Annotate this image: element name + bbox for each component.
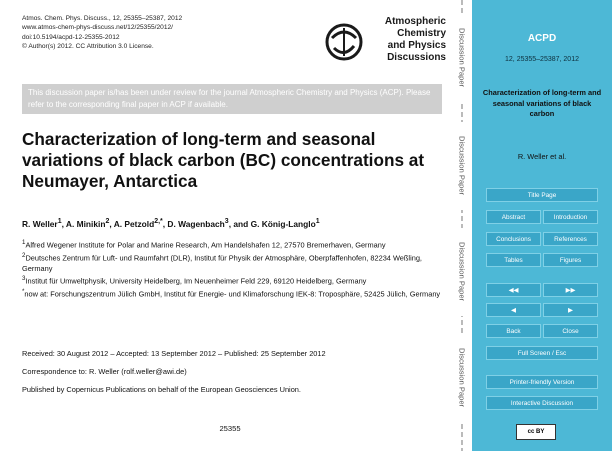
printer-friendly-button[interactable]: Printer-friendly Version xyxy=(486,375,598,389)
publisher-statement: Published by Copernicus Publications on behalf of the European Geosciences Union. xyxy=(22,385,301,394)
journal-logo xyxy=(324,14,446,72)
logo-line-1: Atmospheric xyxy=(384,16,446,27)
previous-button[interactable]: ◀ xyxy=(486,303,541,317)
fullscreen-button[interactable]: Full Screen / Esc xyxy=(486,346,598,360)
affiliation: $^3$Institut für Umweltphysik, University Heidelberg, Im Neuenheimer Feld 229, 69120 Heidelberg, Germany xyxy=(22,275,367,286)
logo-line-2: Chemistry xyxy=(397,28,446,39)
author-sup: 2 xyxy=(105,218,110,225)
affiliation: *now at: Forschungszentrum Jülich GmbH, Institut für Energie- und Klimaforschung IEK-8: Troposphäre, 52425 Jülich, Germany xyxy=(22,288,441,299)
references-button[interactable]: References xyxy=(543,232,598,246)
publication-dates: Received: 30 August 2012 – Accepted: 13 September 2012 – Published: 25 September 2012 xyxy=(22,349,326,358)
conclusions-button[interactable]: Conclusions xyxy=(486,232,541,246)
author-sup: 2,* xyxy=(154,218,163,225)
last-page-button[interactable]: ▶▶ xyxy=(543,283,598,297)
doi-line[interactable]: doi:10.5194/acpd-12-25355-2012 xyxy=(22,33,120,41)
close-button[interactable]: Close xyxy=(543,324,598,338)
author: G. König-Langlo xyxy=(250,218,316,229)
interactive-discussion-button[interactable]: Interactive Discussion xyxy=(486,396,598,410)
side-label: Discussion Paper xyxy=(452,334,472,422)
panel-reference: 12, 25355–25387, 2012 xyxy=(505,56,579,63)
logo-line-4: Discussions xyxy=(387,52,446,63)
tables-button[interactable]: Tables xyxy=(486,253,541,267)
panel-journal: ACPD xyxy=(527,33,557,44)
side-label: Discussion Paper xyxy=(452,228,472,316)
author-list: R. Weller$^1$, A. Minikin$^2$, A. Petzold$^{2,*}$, D. Wagenbach$^3$, and G. König-Langlo$^1$ xyxy=(22,218,320,229)
panel-author: R. Weller et al. xyxy=(517,152,567,161)
url-line[interactable]: www.atmos-chem-phys-discuss.net/12/25355/2012/ xyxy=(22,24,173,32)
title-page-button[interactable]: Title Page xyxy=(486,188,598,202)
figures-button[interactable]: Figures xyxy=(543,253,598,267)
header-meta xyxy=(22,14,182,52)
affiliation-list xyxy=(22,238,452,300)
page-number: 25355 xyxy=(219,424,241,433)
first-page-button[interactable]: ◀◀ xyxy=(486,283,541,297)
author: A. Minikin xyxy=(65,218,106,229)
side-label: Discussion Paper xyxy=(452,122,472,210)
logo-line-3: and Physics xyxy=(387,40,446,51)
license-line: © Author(s) 2012. CC Attribution 3.0 License. xyxy=(22,43,154,51)
author-sup: 1 xyxy=(315,218,320,225)
author: D. Wagenbach xyxy=(167,218,225,229)
globe-logo-icon xyxy=(324,20,364,64)
panel-paper-title: Characterization of long-term and seasonal variations of black carbon xyxy=(482,88,602,119)
cc-license-badge[interactable] xyxy=(516,424,556,440)
back-button[interactable]: Back xyxy=(486,324,541,338)
paper-title: Characterization of long-term and seasonal variations of black carbon (BC) concentrations at Neumayer, Antarctica xyxy=(22,129,425,191)
journal-line: Atmos. Chem. Phys. Discuss., 12, 25355–25387, 2012 xyxy=(22,15,183,22)
author: A. Petzold xyxy=(113,218,155,229)
author: R. Weller xyxy=(22,218,58,229)
introduction-button[interactable]: Introduction xyxy=(543,210,598,224)
next-button[interactable]: ▶ xyxy=(543,303,598,317)
cc-icon: cc BY xyxy=(527,429,545,435)
author-sup: 1 xyxy=(57,218,62,225)
affiliation: $^2$Deutsches Zentrum für Luft- und Raumfahrt (DLR), Institut für Physik der Atmosphäre, Oberpfaffenhofen, 82234 Weßling, Germany xyxy=(22,251,422,273)
side-label: Discussion Paper xyxy=(452,14,472,102)
correspondence: Correspondence to: R. Weller (rolf.weller@awi.de) xyxy=(22,367,187,376)
abstract-button[interactable]: Abstract xyxy=(486,210,541,224)
affiliation: $^1$Alfred Wegener Institute for Polar and Marine Research, Am Handelshafen 12, 27570 Bremerhaven, Germany xyxy=(22,239,386,250)
review-notice: This discussion paper is/has been under review for the journal Atmospheric Chemistry and Physics (ACP). Please refer to the corresponding final paper in ACP if available. xyxy=(22,84,442,114)
author-sup: 3 xyxy=(224,218,229,225)
